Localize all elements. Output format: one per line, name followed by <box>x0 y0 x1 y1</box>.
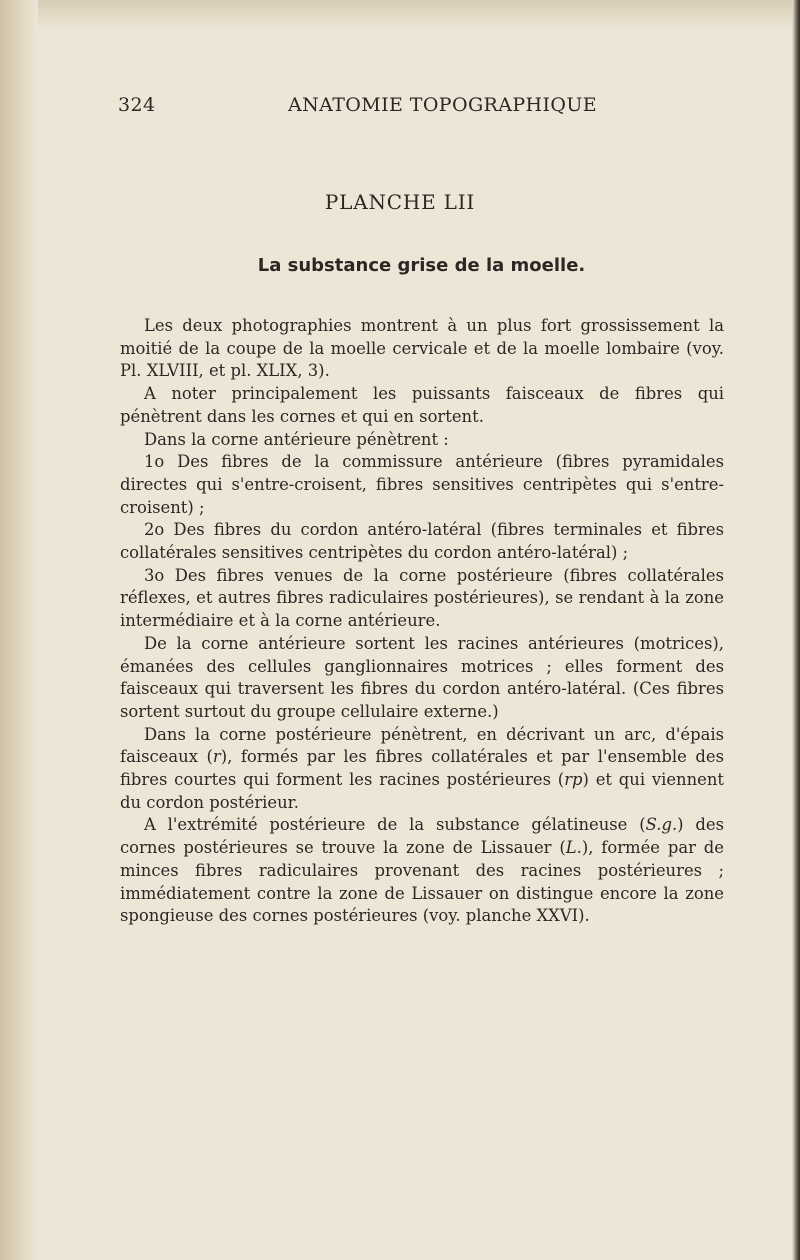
body-text <box>120 315 724 928</box>
page-edge-left <box>0 0 38 1260</box>
running-head <box>118 94 678 120</box>
paragraph: 2o Des fibres du cordon antéro-latéral (fibres terminales et fibres collatérales sensitives centripètes du cordon antéro-latéral) ; <box>120 520 724 563</box>
paragraph-text: ) et qui viennent du cordon postérieur. <box>120 770 724 812</box>
figure-label: L. <box>565 838 582 858</box>
paragraph: 3o Des fibres venues de la corne postérieure (fibres collatérales réflexes, et autres fibres radiculaires postérieures), se rendant à la zone intermédiaire et à la corne antérieure. <box>120 565 724 631</box>
figure-label: rp <box>564 770 583 790</box>
paragraph-text: ), formée par de minces fibres radiculaires provenant des racines postérieures ; immédiatement contre la zone de Lissauer on distingue encore la zone spongieuse des cornes postérieures (voy. planche XXVI). <box>120 838 724 926</box>
paragraph: Les deux photographies montrent à un plus fort grossissement la moitié de la coupe de la moelle cervicale et de la moelle lombaire (voy. Pl. XLVIII, et pl. XLIX, 3). <box>120 316 724 381</box>
paragraph-posterior-horn <box>120 724 724 815</box>
paragraph-text: ) des cornes postérieures se trouve la zone de Lissauer ( <box>120 815 724 858</box>
paragraph-text: Dans la corne postérieure pénètrent, en décrivant un arc, d'épais faisceaux ( <box>120 724 724 767</box>
paragraph-text: A l'extrémité postérieure de la substance gélatineuse ( <box>144 815 646 835</box>
running-title: ANATOMIE TOPOGRAPHIQUE <box>288 94 598 116</box>
page-edge-top <box>0 0 800 30</box>
figure-label: r <box>212 747 221 767</box>
paragraph: De la corne antérieure sortent les racines antérieures (motrices), émanées des cellules ganglionnaires motrices ; elles forment des faisceaux qui traversent les fibres du cordon antéro-latéral. (Ces fibres sortent surtout du groupe cellulaire externe.) <box>120 633 724 721</box>
paragraph: 1o Des fibres de la commissure antérieure (fibres pyramidales directes qui s'entre-croisent, fibres sensitives centripètes qui s'entre-croisent) ; <box>120 452 724 517</box>
section-title: La substance grise de la moelle. <box>257 255 586 276</box>
paragraph-lissauer <box>120 814 724 928</box>
figure-label: S.g. <box>645 815 678 835</box>
paragraph: A noter principalement les puissants faisceaux de fibres qui pénètrent dans les cornes et qui en sortent. <box>120 384 724 426</box>
page-edge-right <box>792 0 800 1260</box>
paragraph: Dans la corne antérieure pénètrent : <box>144 429 449 449</box>
paragraph-text: ), formés par les fibres collatérales et par l'ensemble des fibres courtes qui forment les racines postérieures ( <box>120 747 724 790</box>
plate-title: PLANCHE LII <box>324 190 476 214</box>
page-number: 324 <box>118 94 156 116</box>
